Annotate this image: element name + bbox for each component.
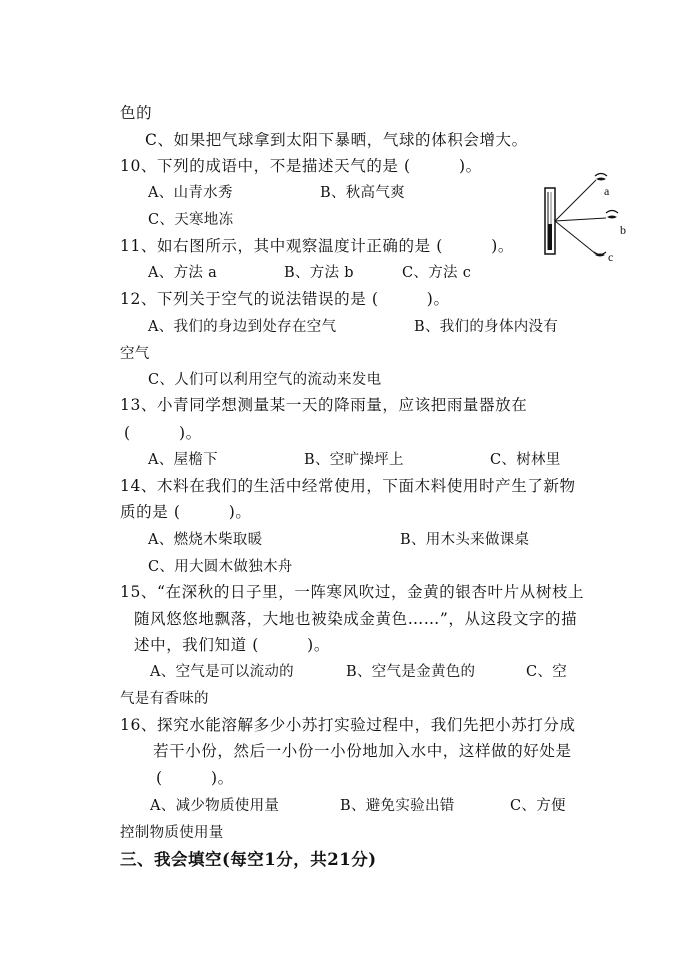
q15-option-a: A、空气是可以流动的 — [150, 664, 294, 680]
q13-option-c: C、树林里 — [490, 452, 561, 468]
q10-option-b: B、秋高气爽 — [320, 185, 405, 201]
question-13: 13、小青同学想测量某一天的降雨量，应该把雨量器放在 — [120, 396, 528, 414]
q10-option-c: C、天寒地冻 — [148, 212, 234, 228]
q15-option-c-cont: 气是有香味的 — [120, 691, 209, 707]
eye-icon-c — [594, 252, 606, 257]
question-13-cont: ( )。 — [124, 424, 202, 442]
figure-label-c: c — [608, 250, 614, 264]
thermometer-figure — [538, 166, 638, 276]
q13-option-b: B、空旷操坪上 — [304, 452, 404, 468]
question-16-cont-2: ( )。 — [156, 769, 234, 787]
q12-option-b-cont: 空气 — [120, 346, 150, 362]
q12-option-b: B、我们的身体内没有 — [414, 319, 559, 335]
q12-option-a: A、我们的身边到处存在空气 — [148, 319, 337, 335]
q16-option-a: A、减少物质使用量 — [150, 798, 280, 814]
question-16: 16、探究水能溶解多少小苏打实验过程中，我们先把小苏打分成 — [120, 716, 576, 734]
q11-option-c: C、方法 c — [402, 265, 472, 281]
q11-option-b: B、方法 b — [284, 265, 354, 281]
question-10: 10、下列的成语中，不是描述天气的是 ( )。 — [120, 157, 482, 175]
section-score-note: (每空1分，共21分) — [222, 850, 377, 869]
option-c-balloon: C、如果把气球拿到太阳下暴晒，气球的体积会增大。 — [145, 131, 528, 149]
question-11: 11、如右图所示，其中观察温度计正确的是 ( )。 — [120, 237, 514, 255]
q11-option-a: A、方法 a — [148, 265, 218, 281]
q16-option-c-cont: 控制物质使用量 — [120, 825, 224, 841]
question-14: 14、木料在我们的生活中经常使用，下面木料使用时产生了新物 — [120, 477, 576, 495]
question-16-cont-1: 若干小份，然后一小份一小份地加入水中，这样做的好处是 — [153, 742, 572, 760]
question-15-cont-1: 随风悠悠地飘落，大地也被染成金黄色……”，从这段文字的描 — [134, 610, 578, 628]
question-12: 12、下列关于空气的说法错误的是 ( )。 — [120, 290, 450, 308]
figure-label-a: a — [604, 184, 610, 198]
q15-option-c: C、空 — [526, 664, 567, 680]
q16-option-b: B、避免实验出错 — [340, 798, 455, 814]
q14-option-c: C、用大圆木做独木舟 — [148, 559, 293, 575]
continued-line: 色的 — [120, 104, 153, 122]
q10-option-a: A、山青水秀 — [148, 185, 233, 201]
section-heading — [120, 850, 377, 870]
eye-icon-a — [595, 174, 607, 181]
thermometer-diagram — [538, 166, 638, 276]
eye-icon-b — [606, 211, 618, 219]
q14-option-a: A、燃烧木柴取暖 — [148, 532, 263, 548]
question-14-cont: 质的是 ( )。 — [120, 503, 252, 521]
q13-option-a: A、屋檐下 — [148, 452, 218, 468]
q14-option-b: B、用木头来做课桌 — [400, 532, 530, 548]
q12-option-c: C、人们可以利用空气的流动来发电 — [148, 372, 382, 388]
section-title: 三、我会填空 — [120, 850, 222, 869]
figure-label-b: b — [620, 223, 626, 237]
q16-option-c: C、方便 — [510, 798, 566, 814]
question-15-cont-2: 述中，我们知道 ( )。 — [134, 636, 330, 654]
q15-option-b: B、空气是金黄色的 — [346, 664, 476, 680]
question-15: 15、“在深秋的日子里，一阵寒风吹过，金黄的银杏叶片从树枝上 — [120, 583, 585, 601]
